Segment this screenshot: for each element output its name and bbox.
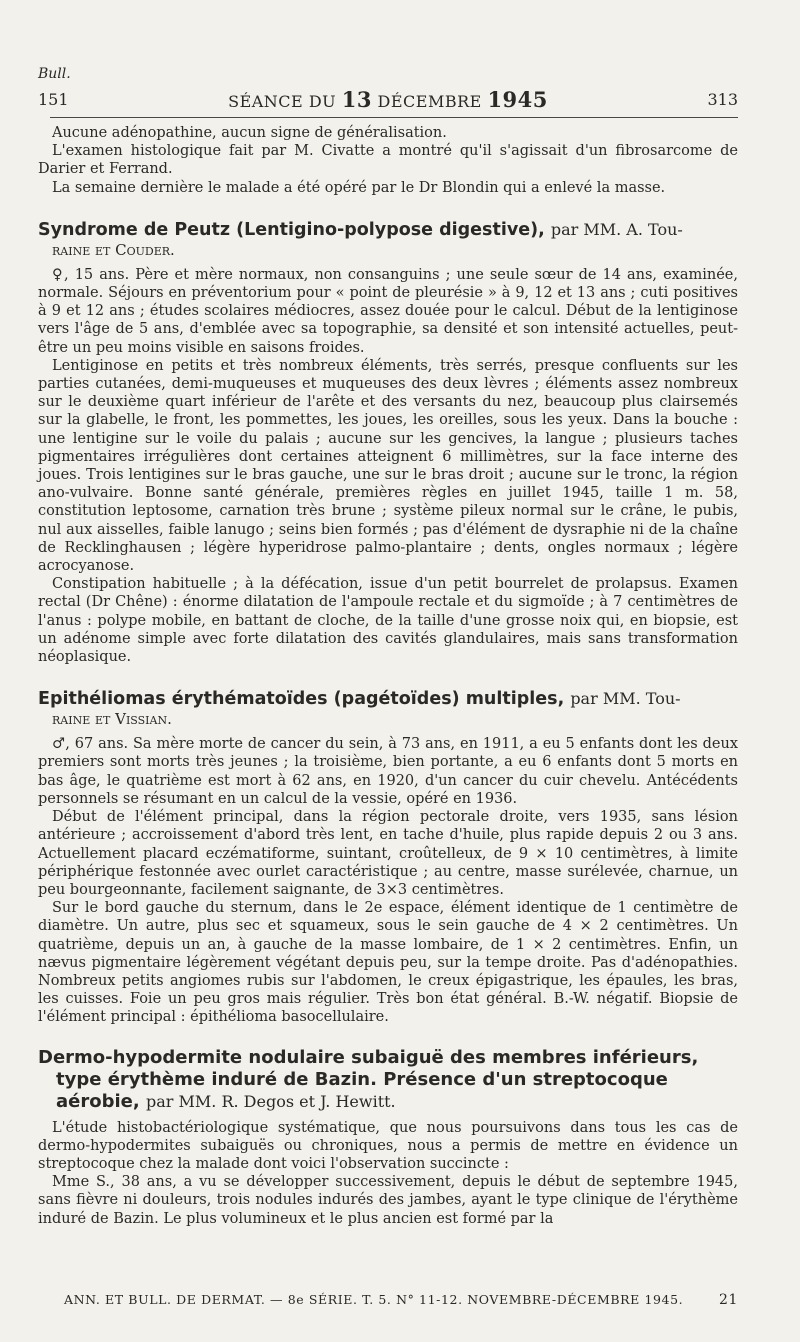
section-title-text: Epithéliomas érythématoïdes (pagétoïdes) multiples,	[38, 689, 565, 710]
body-paragraph: ♂, 67 ans. Sa mère morte de cancer du sein, à 73 ans, en 1911, a eu 5 enfants dont les deux premiers sont morts très jeunes ; la troisième, bien portante, a eu 6 enfants dont 5 morts en bas âge, le quatrième est mort à 62 ans, en 1920, d'un cancer du cuir chevelu. Antécédents personnels se résumant en un calcul de la vessie, opéré en 1936.	[38, 736, 738, 807]
intro-paragraph: La semaine dernière le malade a été opéré par le Dr Blondin qui a enlevé la masse.	[52, 179, 666, 196]
section-authors: raine et Couder.	[52, 240, 175, 259]
section-title-epitheliomas	[38, 688, 738, 710]
session-month: DÉCEMBRE	[377, 92, 482, 111]
section-byline: par MM. Tou-	[570, 689, 681, 709]
session-year: 1945	[487, 87, 548, 112]
seance-label: SÉANCE DU	[228, 92, 337, 111]
section-title-text: aérobie,	[56, 1090, 140, 1112]
body-paragraph: Lentiginose en petits et très nombreux éléments, très serrés, presque confluents sur les parties cutanées, demi-muqueuses et muqueuses des deux lèvres ; éléments assez nombreux sur le deuxième quart inférieur de l'arête et des versants du nez, beaucoup plus clairsemés sur la glabelle, le front, les pommettes, les joues, les oreilles, sous les yeux. Dans la bouche : une lentigine sur le voile du palais ; aucune sur les gencives, la langue ; plusieurs taches pigmentaires irrégulières dont certaines atteignent 6 millimètres, sur la face interne des joues. Trois lentigines sur le bras gauche, une sur le bras droit ; aucune sur le tronc, la région ano-vulvaire. Bonne santé générale, premières règles en juillet 1945, taille 1 m. 58, constitution leptosome, carnation très brune ; système pileux normal sur le crâne, le pubis, nul aux aisselles, faible lanugo ; seins bien formés ; pas d'élément de dysraphie ni de la chaîne de Recklinghausen ; légère hyperidrose palmo-plantaire ; dents, ongles normaux ; légère acrocyanose.	[38, 357, 738, 575]
page-number: 313	[707, 90, 738, 109]
section-byline: par MM. R. Degos et J. Hewitt.	[145, 1091, 396, 1111]
footer-citation: ANN. ET BULL. DE DERMAT. — 8e SÉRIE. T. 5. N° 11-12. NOVEMBRE-DÉCEMBRE 1945.	[64, 1292, 684, 1307]
intro-paragraph: Aucune adénopathine, aucun signe de généralisation.	[52, 125, 447, 141]
section-authors: raine et Vissian.	[52, 710, 172, 729]
section-title-peutz	[38, 219, 738, 241]
session-day: 13	[341, 87, 372, 112]
body-paragraph: ♀, 15 ans. Père et mère normaux, non consanguins ; une seule sœur de 14 ans, examinée, normale. Séjours en préventorium pour « point de pleurésie » à 9, 12 et 13 ans ; cuti positives à 9 et 12 ans ; études scolaires médiocres, assez douée pour le calcul. Début de la lentiginose vers l'âge de 5 ans, d'emblée avec sa topographie, sa densité et son intensité actuelles, peut-être un peu moins visible en saisons froides.	[38, 266, 738, 356]
header-rule	[50, 117, 738, 118]
body-paragraph: Sur le bord gauche du sternum, dans le 2e espace, élément identique de 1 centimètre de diamètre. Un autre, plus sec et squameux, sous le sein gauche de 4 × 2 centimètres. Un quatrième, depuis un an, à gauche de la masse lombaire, de 1 × 2 centimètres. Enfin, un nævus pigmentaire légèrement végétant depuis peu, sur la tempe droite. Pas d'adénopathies. Nombreux petits angiomes rubis sur l'abdomen, le creux épigastrique, les épaules, les bras, les cuisses. Foie un peu gros mais régulier. Très bon état général. B.-W. négatif. Biopsie de l'élément principal : épithélioma basocellulaire.	[38, 900, 738, 1026]
section-byline: par MM. A. Tou-	[550, 219, 683, 239]
body-paragraph: L'étude histobactériologique systématique, que nous poursuivons dans tous les cas de dermo-hypodermites subaiguës ou chroniques, nous a permis de mettre en évidence un streptocoque chez la malade dont voici l'observation succincte :	[38, 1119, 738, 1172]
body-paragraph: Début de l'élément principal, dans la région pectorale droite, vers 1935, sans lésion antérieure ; accroissement d'abord très lent, en tache d'huile, plus rapide depuis 2 ou 3 ans. Actuellement placard eczématiforme, suintant, croûtelleux, de 9 × 10 centimètres, à limite périphérique festonnée avec ourlet caractéristique ; au centre, masse surélevée, charnue, un peu bourgeonnante, facilement saignante, de 3×3 centimètres.	[38, 809, 738, 898]
section-title-text: Syndrome de Peutz (Lentigino-polypose digestive),	[38, 219, 545, 240]
left-page-number: 151	[38, 90, 69, 109]
intro-paragraph: L'examen histologique fait par M. Civatte a montré qu'il s'agissait d'un fibrosarcome de Darier et Ferrand.	[38, 143, 738, 178]
running-header	[38, 87, 738, 111]
page-footer	[64, 1292, 738, 1307]
section-title-dermo-line2: type érythème induré de Bazin. Présence d'un streptocoque	[56, 1068, 668, 1090]
section-title-dermo-line1: Dermo-hypodermite nodulaire subaiguë des membres inférieurs,	[38, 1046, 699, 1068]
section-title-dermo-line3	[38, 1091, 738, 1113]
article-body	[38, 124, 738, 1228]
body-paragraph: Mme S., 38 ans, a vu se développer successivement, depuis le début de septembre 1945, sans fièvre ni douleurs, trois nodules indurés des jambes, ayant le type clinique de l'érythème induré de Bazin. Le plus volumineux et le plus ancien est formé par la	[38, 1174, 738, 1227]
session-date	[38, 87, 738, 112]
journal-abbrev: Bull.	[38, 66, 71, 82]
footer-signature-number: 21	[718, 1292, 738, 1308]
body-paragraph: Constipation habituelle ; à la défécation, issue d'un petit bourrelet de prolapsus. Examen rectal (Dr Chêne) : énorme dilatation de l'ampoule rectale et du sigmoïde ; à 7 centimètres de l'anus : polype mobile, en battant de cloche, de la taille d'une grosse noix qui, en biopsie, est un adénome simple avec forte dilatation des cavités glandulaires, mais sans transformation néoplasique.	[38, 576, 738, 666]
